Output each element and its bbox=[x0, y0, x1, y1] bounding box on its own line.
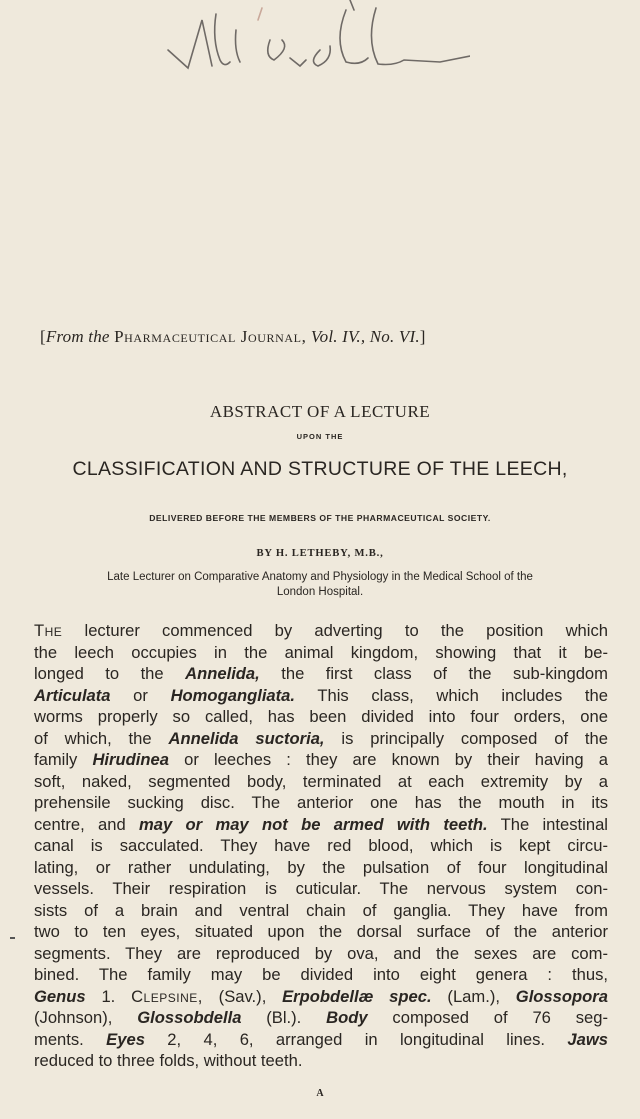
affiliation-line-1: Late Lecturer on Comparative Anatomy and Physiology in the Medical School of the bbox=[107, 571, 533, 583]
handwritten-inscription bbox=[150, 0, 470, 80]
body-line: lating, or rather undulating, by the pulsation of four longitudinal bbox=[34, 857, 608, 877]
body-line: family Hirudinea or leeches : they are known by their having a bbox=[34, 750, 608, 769]
affiliation-line-2: London Hospital. bbox=[276, 586, 364, 598]
author-byline: BY H. LETHEBY, M.B., bbox=[256, 548, 384, 559]
body-line: The lecturer commenced by adverting to the position which bbox=[34, 621, 608, 640]
body-line: ments. Eyes 2, 4, 6, arranged in longitudinal lines. Jaws bbox=[34, 1029, 608, 1049]
author-affiliation bbox=[30, 570, 610, 600]
bracket-open: [ bbox=[40, 327, 46, 346]
body-line: centre, and may or may not be armed with teeth. The intestinal bbox=[34, 814, 608, 834]
title-upon: UPON THE bbox=[296, 432, 344, 441]
body-line: of which, the Annelida suctoria, is principally composed of the bbox=[34, 728, 608, 748]
body-line: worms properly so called, has been divided into four orders, one bbox=[34, 707, 608, 726]
body-line: longed to the Annelida, the first class of the sub-kingdom bbox=[34, 664, 608, 683]
body-line: prehensile sucking disc. The anterior one has the mouth in its bbox=[34, 793, 608, 812]
bracket-close: ] bbox=[419, 327, 426, 346]
body-line: segments. They are reproduced by ova, and the sexes are com- bbox=[34, 943, 608, 963]
body-line: reduced to three folds, without teeth. bbox=[34, 1051, 303, 1070]
body-line: vessels. Their respiration is cuticular. The nervous system con- bbox=[34, 879, 608, 898]
body-line: soft, naked, segmented body, terminated at each extremity by a bbox=[34, 771, 608, 791]
body-line: (Johnson), Glossobdella (Bl.). Body composed of 76 seg- bbox=[34, 1008, 609, 1027]
body-line: sists of a brain and ventral chain of ganglia. They have from bbox=[34, 900, 608, 920]
body-paragraph bbox=[34, 620, 608, 1072]
body-line: Articulata or Homogangliata. This class, which includes the bbox=[34, 685, 608, 705]
title-abstract: ABSTRACT OF A LECTURE bbox=[209, 402, 431, 421]
title-main: CLASSIFICATION AND STRUCTURE OF THE LEECH, bbox=[72, 458, 568, 480]
title-delivered: DELIVERED BEFORE THE MEMBERS OF THE PHARMACEUTICAL SOCIETY. bbox=[149, 513, 491, 523]
body-line: the leech occupies in the animal kingdom, showing that it be- bbox=[34, 642, 608, 662]
source-from: From the bbox=[45, 327, 110, 346]
margin-mark bbox=[10, 937, 15, 939]
source-volume: Vol. IV., No. VI. bbox=[310, 327, 420, 346]
body-line: bined. The family may be divided into eight genera : thus, bbox=[34, 965, 608, 984]
body-line: Genus 1. Clepsine, (Sav.), Erpobdellæ spec. (Lam.), Glossopora bbox=[34, 986, 608, 1006]
signature-mark: A bbox=[316, 1088, 324, 1099]
source-journal: Pharmaceutical Journal, bbox=[114, 327, 307, 346]
body-line: two to ten eyes, situated upon the dorsal surface of the anterior bbox=[34, 922, 608, 941]
source-citation bbox=[40, 327, 426, 347]
body-line: canal is sacculated. They have red blood, which is kept circu- bbox=[34, 836, 608, 855]
